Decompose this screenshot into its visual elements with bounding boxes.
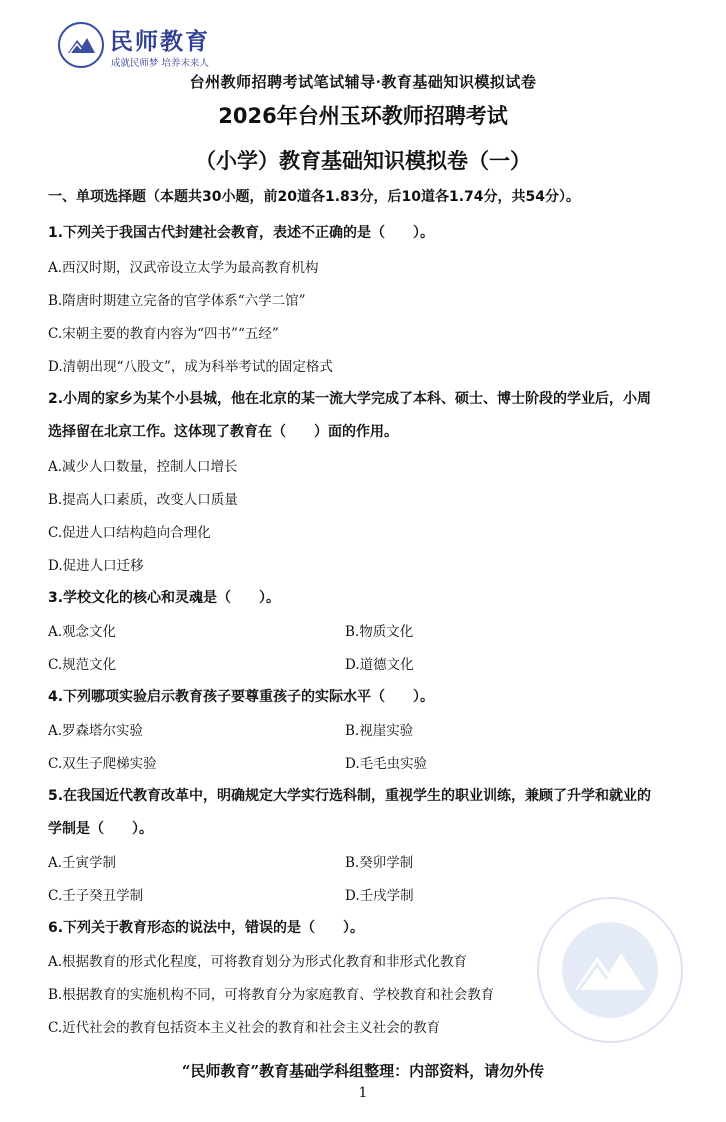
question-stem: 5.在我国近代教育改革中，明确规定大学实行选科制，重视学生的职业训练，兼顾了升学和就业的 [48, 788, 652, 804]
option-d: D.毛毛虫实验 [345, 756, 428, 772]
logo-slogan: 成就民师梦 培养未来人 [111, 58, 210, 69]
question-stem: 1.下列关于我国古代封建社会教育，表述不正确的是（ ）。 [48, 225, 435, 241]
option-d: D.道德文化 [345, 657, 414, 673]
logo-name: 民师教育 [110, 29, 210, 55]
question-stem: 4.下列哪项实验启示教育孩子要尊重孩子的实际水平（ ）。 [48, 689, 435, 705]
option-b: B.提高人口素质，改变人口质量 [48, 492, 238, 508]
option-a: A.罗森塔尔实验 [48, 723, 144, 739]
option-c: C.壬子癸丑学制 [48, 888, 144, 904]
page-title: 2026年台州玉环教师招聘考试 [218, 104, 508, 128]
option-a: A.减少人口数量，控制人口增长 [48, 459, 238, 475]
option-a: A.根据教育的形式化程度，可将教育划分为形式化教育和非形式化教育 [48, 954, 468, 970]
question-stem-cont: 选择留在北京工作。这体现了教育在（ ）面的作用。 [48, 424, 398, 440]
logo-emblem-icon [58, 22, 104, 68]
question-stem: 2.小周的家乡为某个小县城，他在北京的某一流大学完成了本科、硕士、博士阶段的学业后，小周 [48, 391, 652, 407]
option-c: C.规范文化 [48, 657, 117, 673]
question-stem: 3.学校文化的核心和灵魂是（ ）。 [48, 590, 281, 606]
question-stem-cont: 学制是（ ）。 [48, 821, 153, 837]
option-d: D.促进人口迁移 [48, 558, 144, 574]
option-b: B.隋唐时期建立完备的官学体系“六学二馆” [48, 293, 306, 309]
option-c: C.近代社会的教育包括资本主义社会的教育和社会主义社会的教育 [48, 1020, 441, 1036]
question-stem: 6.下列关于教育形态的说法中，错误的是（ ）。 [48, 920, 365, 936]
page-number: 1 [358, 1085, 368, 1101]
option-a: A.观念文化 [48, 624, 117, 640]
watermark-logo-icon [535, 895, 685, 1045]
option-d: D.壬戌学制 [345, 888, 414, 904]
brand-logo [58, 22, 298, 72]
option-b: B.根据教育的实施机构不同，可将教育分为家庭教育、学校教育和社会教育 [48, 987, 495, 1003]
option-b: B.癸卯学制 [345, 855, 414, 871]
option-b: B.视崖实验 [345, 723, 414, 739]
header-subtitle: 台州教师招聘考试笔试辅导·教育基础知识模拟试卷 [189, 73, 537, 91]
option-a: A.西汉时期，汉武帝设立太学为最高教育机构 [48, 260, 319, 276]
option-c: C.促进人口结构趋向合理化 [48, 525, 211, 541]
option-d: D.清朝出现“八股文”，成为科举考试的固定格式 [48, 359, 333, 375]
option-b: B.物质文化 [345, 624, 414, 640]
option-a: A.壬寅学制 [48, 855, 117, 871]
option-c: C.双生子爬梯实验 [48, 756, 157, 772]
page-subtitle: （小学）教育基础知识模拟卷（一） [195, 149, 531, 173]
option-c: C.宋朝主要的教育内容为“四书”“五经” [48, 326, 279, 342]
footer-note: “民师教育”教育基础学科组整理：内部资料，请勿外传 [181, 1062, 545, 1080]
section-heading: 一、单项选择题（本题共30小题，前20道各1.83分，后10道各1.74分，共54分）。 [48, 189, 581, 205]
